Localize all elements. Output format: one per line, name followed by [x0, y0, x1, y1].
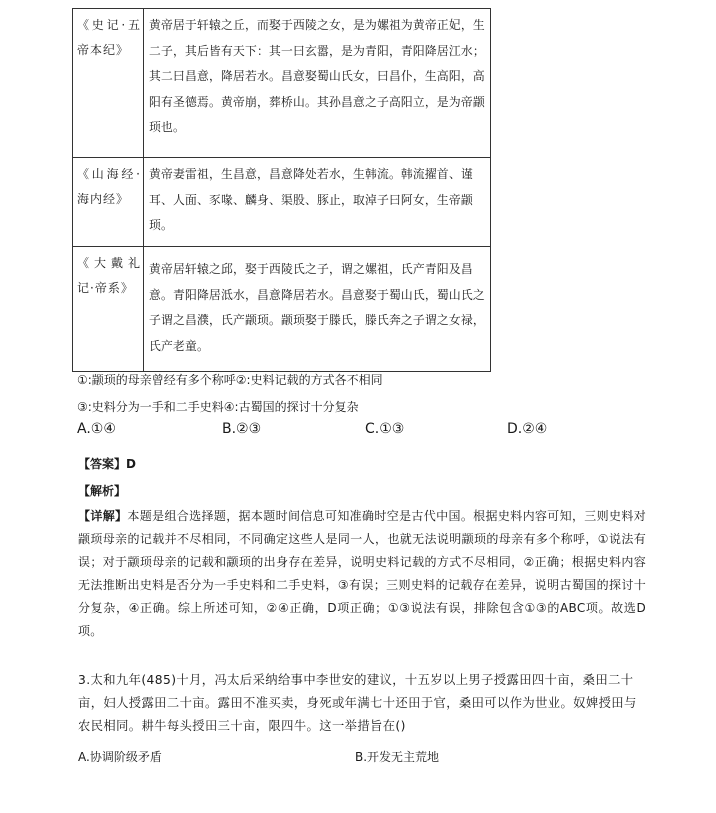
- detail-label: 【详解】: [78, 509, 128, 523]
- source-text: 黄帝妻雷祖，生昌意，昌意降处若水，生韩流。韩流擢首、谨耳、人面、豕喙、麟身、渠股、豚止，取淖子曰阿女，生帝颛顼。: [149, 167, 473, 232]
- source-cell: [73, 158, 144, 247]
- source-cell: [73, 9, 144, 158]
- source-table: [72, 8, 491, 372]
- detail-text: 本题是组合选择题，据本题时间信息可知准确时空是古代中国。根据史料内容可知，三则史料对颛顼母亲的记载并不尽相同，不同确定这些人是同一人，也就无法说明颛顼的母亲有多个称呼，①说法有误；对于颛顼母亲的记载和颛顼的出身存在差异，说明史料记载的方式不尽相同，②正确；根据史料内容无法推断出史料是否分为一手史料和二手史料，③有误；三则史料的记载存在差异，说明古蜀国的探讨十分复杂，④正确。综上所述可知，②④正确，D项正确；①③说法有误，排除包含①③的ABC项。故选D项。: [78, 509, 647, 638]
- text-cell: [144, 158, 491, 247]
- source-text: 黄帝居于轩辕之丘，而娶于西陵之女，是为嫘祖为黄帝正妃，生二子，其后皆有天下：其一曰玄嚣，是为青阳，青阳降居江水；其二曰昌意，降居若水。昌意娶蜀山氏女，曰昌仆，生高阳，高阳有圣德焉。黄帝崩，葬桥山。其孙昌意之子高阳立，是为帝颛顼也。: [149, 18, 485, 134]
- option-d[interactable]: D.②④: [507, 421, 548, 437]
- statement-line-1: ①:颛顼的母亲曾经有多个称呼②:史料记载的方式各不相同: [77, 373, 383, 387]
- table-row: [73, 247, 491, 372]
- source-title: 《大戴礼记·帝系》: [77, 256, 141, 295]
- source-cell: [73, 247, 144, 372]
- question-3-option-a[interactable]: A.协调阶级矛盾: [78, 750, 162, 764]
- answer-line: [78, 455, 136, 472]
- analysis-label: 【解析】: [78, 484, 127, 498]
- text-cell: [144, 9, 491, 158]
- text-cell: [144, 247, 491, 372]
- source-title: 《史记·五帝本纪》: [77, 18, 141, 57]
- table-row: [73, 9, 491, 158]
- detail-paragraph: [78, 505, 646, 643]
- option-a[interactable]: A.①④: [77, 421, 116, 437]
- answer-options: [77, 421, 637, 443]
- answer-label: 【答案】: [78, 457, 127, 471]
- source-text: 黄帝居轩辕之邱，娶于西陵氏之子，谓之嫘祖，氏产青阳及昌意。青阳降居泜水，昌意降居若水。昌意娶于蜀山氏，蜀山氏之子谓之昌濮，氏产颛顼。颛顼娶于滕氏，滕氏奔之子谓之女禄，氏产老童。: [149, 262, 485, 353]
- question-3-option-b[interactable]: B.开发无主荒地: [355, 750, 440, 764]
- question-3-text: 3.太和九年(485)十月，冯太后采纳给事中李世安的建议，十五岁以上男子授露田四十亩，桑田二十亩，妇人授露田二十亩。露田不准买卖，身死或年满七十还田于官，桑田可以作为世业。奴婢授田与农民相同。耕牛每头授田三十亩，限四牛。这一举措旨在(): [78, 673, 637, 733]
- statement-line-2: ③:史料分为一手和二手史料④:古蜀国的探讨十分复杂: [77, 400, 359, 414]
- table-row: [73, 158, 491, 247]
- source-title: 《山海经·海内经》: [77, 167, 141, 206]
- option-c[interactable]: C.①③: [365, 421, 405, 437]
- option-b[interactable]: B.②③: [222, 421, 262, 437]
- answer-value: D: [126, 457, 136, 471]
